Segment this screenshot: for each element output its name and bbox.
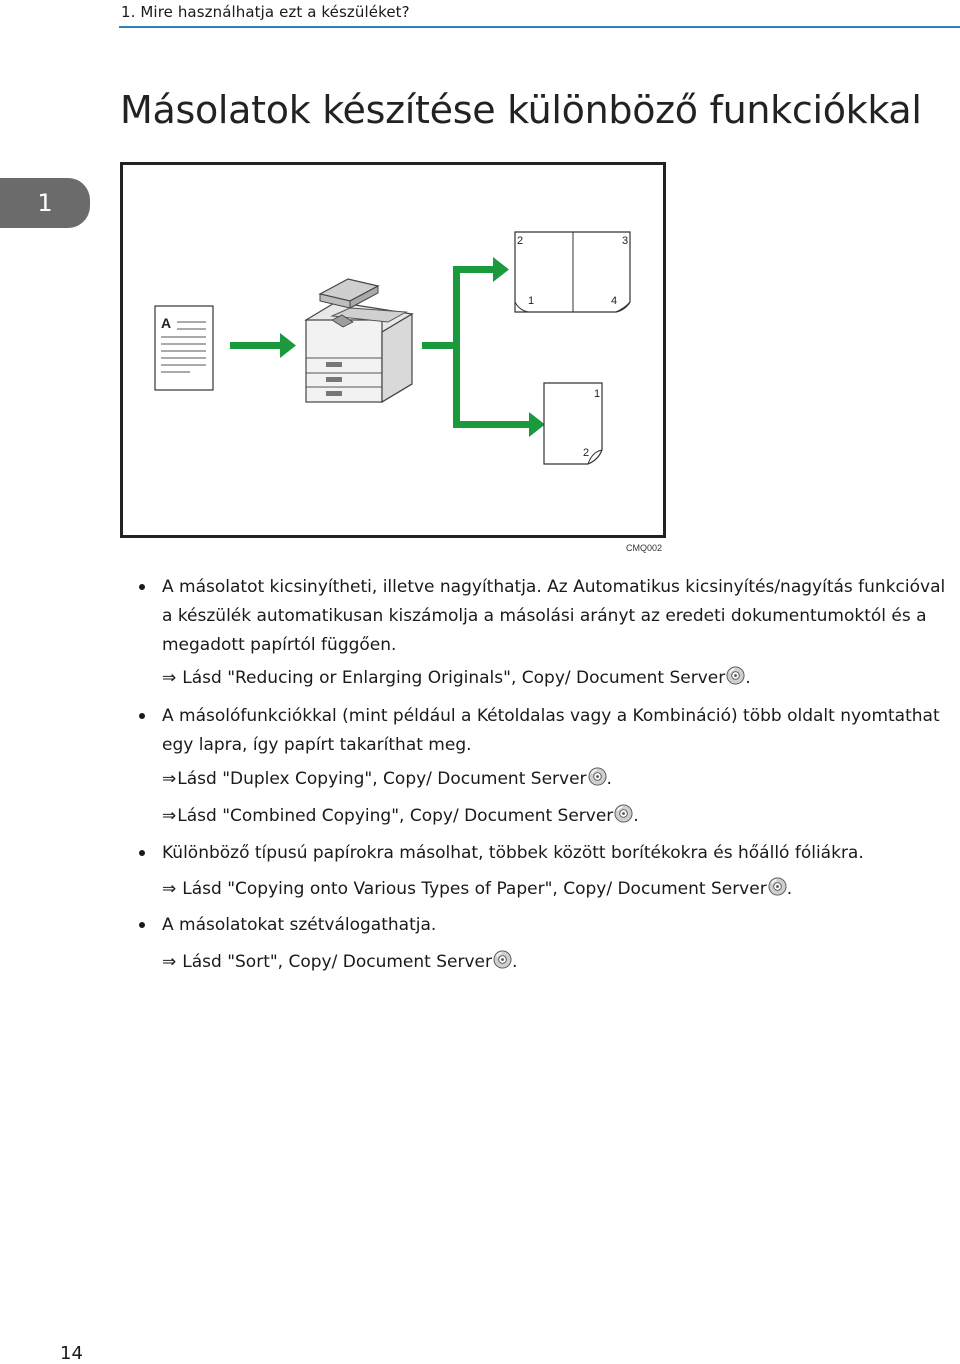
right-arrow-icon: ⇒ <box>162 952 177 972</box>
cd-rom-icon <box>493 950 512 969</box>
reference-text: Lásd "Sort", Copy/ Document Server <box>182 952 492 972</box>
bullet-reduce-enlarge: A másolatot kicsinyítheti, illetve nagyíthatja. Az Automatikus kicsinyítés/nagyítás funkcióval a készülék automatikusan kiszámolja a másolási arányt az eredeti dokumentumoktól és a megadott papírtól függően. <box>162 573 952 660</box>
cd-rom-icon <box>768 877 787 896</box>
duplex-copy-sheet-icon <box>544 383 602 464</box>
reference-period: . <box>606 769 612 789</box>
reference-link[interactable] <box>162 948 517 977</box>
cd-rom-icon <box>726 666 745 685</box>
reference-text: Lásd "Duplex Copying", Copy/ Document Server <box>177 769 587 789</box>
bullet-combine-duplex: A másolófunkciókkal (mint például a Kétoldalas vagy a Kombináció) több oldalt nyomtathat egy lapra, így papírt takaríthat meg. <box>162 702 952 760</box>
original-letter: A <box>161 315 172 331</box>
reference-link[interactable] <box>162 664 751 693</box>
cd-rom-icon <box>588 767 607 786</box>
combined-page-label: 3 <box>622 235 629 247</box>
right-arrow-icon: ⇒ <box>162 806 177 826</box>
cd-rom-icon <box>614 804 633 823</box>
breadcrumb: 1. Mire használhatja ezt a készüléket? <box>121 3 410 21</box>
chapter-tab[interactable]: 1 <box>0 178 90 228</box>
reference-text: Lásd "Combined Copying", Copy/ Document Server <box>177 806 614 826</box>
reference-text: Lásd "Copying onto Various Types of Paper", Copy/ Document Server <box>182 879 767 899</box>
figure-code: CMQ002 <box>626 543 663 553</box>
duplex-page-label: 2 <box>583 447 590 459</box>
right-arrow-icon: ⇒ <box>162 879 177 899</box>
reference-period: . <box>745 668 751 688</box>
reference-text: Lásd "Reducing or Enlarging Originals", Copy/ Document Server <box>182 668 726 688</box>
reference-link[interactable] <box>162 802 639 831</box>
copy-functions-illustration <box>120 162 666 538</box>
bullet-sort: A másolatokat szétválogathatja. <box>162 911 952 940</box>
combined-page-label: 4 <box>611 295 618 307</box>
combined-page-label: 2 <box>517 235 524 247</box>
bullet-paper-types: Különböző típusú papírokra másolhat, többek között borítékokra és hőálló fóliákra. <box>162 839 952 868</box>
page-title: Másolatok készítése különböző funkciókkal <box>120 88 922 132</box>
combined-copy-sheet-icon <box>515 232 630 312</box>
reference-link[interactable] <box>162 875 792 904</box>
reference-period: . <box>786 879 793 899</box>
reference-period: . <box>511 952 518 972</box>
right-arrow-icon: ⇒ <box>162 668 177 688</box>
reference-period: . <box>633 806 639 826</box>
page-number: 14 <box>60 1343 83 1364</box>
reference-link[interactable] <box>162 765 612 794</box>
duplex-page-label: 1 <box>594 388 601 400</box>
combined-page-label: 1 <box>528 295 535 307</box>
right-arrow-icon: ⇒ <box>162 769 177 789</box>
original-document-icon <box>155 306 213 390</box>
header-divider <box>119 26 960 28</box>
